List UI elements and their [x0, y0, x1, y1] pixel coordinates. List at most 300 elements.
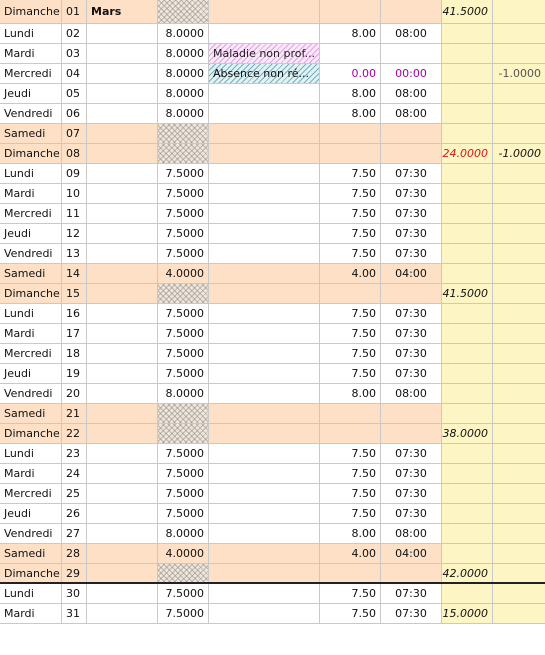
- balance-cell: [493, 464, 545, 483]
- empty-cell[interactable]: [87, 104, 158, 123]
- day-number-cell[interactable]: 28: [62, 544, 87, 563]
- day-name-cell[interactable]: Dimanche: [0, 424, 62, 443]
- absence-cell[interactable]: [209, 164, 320, 183]
- worked-time-cell[interactable]: 07:30: [381, 304, 442, 323]
- day-number-cell[interactable]: 25: [62, 484, 87, 503]
- empty-cell[interactable]: [87, 444, 158, 463]
- worked-time-cell[interactable]: [381, 404, 442, 423]
- worked-time-cell[interactable]: 04:00: [381, 544, 442, 563]
- table-row[interactable]: [0, 524, 545, 544]
- weekly-total-cell: 41.5000: [442, 0, 493, 23]
- table-row[interactable]: [0, 384, 545, 404]
- table-row[interactable]: [0, 364, 545, 384]
- worked-time-cell[interactable]: [381, 284, 442, 303]
- table-row[interactable]: [0, 564, 545, 584]
- planned-hours-cell[interactable]: 7.5000: [158, 184, 209, 203]
- day-number-cell[interactable]: 09: [62, 164, 87, 183]
- worked-time-cell[interactable]: [381, 564, 442, 582]
- empty-cell[interactable]: [87, 224, 158, 243]
- worked-decimal-cell[interactable]: 7.50: [320, 164, 381, 183]
- worked-decimal-cell[interactable]: 7.50: [320, 304, 381, 323]
- table-row[interactable]: [0, 24, 545, 44]
- table-row[interactable]: [0, 604, 545, 624]
- day-name-cell[interactable]: Samedi: [0, 124, 62, 143]
- worked-decimal-cell[interactable]: 7.50: [320, 184, 381, 203]
- weekly-total-cell: [442, 544, 493, 563]
- table-row[interactable]: [0, 284, 545, 304]
- weekly-total-cell: [442, 124, 493, 143]
- absence-cell[interactable]: [209, 224, 320, 243]
- weekly-total-cell: [442, 344, 493, 363]
- worked-time-cell[interactable]: 07:30: [381, 184, 442, 203]
- planned-hours-cell[interactable]: 7.5000: [158, 244, 209, 263]
- absence-cell[interactable]: Absence non ré...: [209, 64, 320, 83]
- balance-cell: [493, 444, 545, 463]
- empty-cell[interactable]: [87, 324, 158, 343]
- table-row[interactable]: [0, 224, 545, 244]
- absence-cell[interactable]: [209, 404, 320, 423]
- planned-hours-cell[interactable]: 7.5000: [158, 344, 209, 363]
- day-name-cell[interactable]: Mercredi: [0, 204, 62, 223]
- worked-decimal-cell[interactable]: [320, 424, 381, 443]
- balance-cell: [493, 484, 545, 503]
- table-row[interactable]: [0, 64, 545, 84]
- planned-hours-cell[interactable]: 7.5000: [158, 304, 209, 323]
- worked-decimal-cell[interactable]: 7.50: [320, 204, 381, 223]
- day-name-cell[interactable]: Dimanche: [0, 284, 62, 303]
- planned-hours-cell[interactable]: 7.5000: [158, 584, 209, 603]
- day-number-cell[interactable]: 27: [62, 524, 87, 543]
- day-name-cell[interactable]: Samedi: [0, 544, 62, 563]
- day-number-cell[interactable]: 21: [62, 404, 87, 423]
- empty-cell[interactable]: [87, 84, 158, 103]
- worked-time-cell[interactable]: 07:30: [381, 344, 442, 363]
- day-name-cell[interactable]: Vendredi: [0, 104, 62, 123]
- day-number-cell[interactable]: 10: [62, 184, 87, 203]
- weekly-total-cell: [442, 24, 493, 43]
- balance-cell: [493, 384, 545, 403]
- weekly-total-cell: [442, 184, 493, 203]
- worked-decimal-cell[interactable]: 8.00: [320, 524, 381, 543]
- worked-decimal-cell[interactable]: 7.50: [320, 364, 381, 383]
- planned-hours-cell[interactable]: [158, 144, 209, 163]
- planned-hours-cell[interactable]: [158, 564, 209, 582]
- worked-decimal-cell[interactable]: [320, 284, 381, 303]
- weekly-total-cell: [442, 524, 493, 543]
- weekly-total-cell: [442, 364, 493, 383]
- empty-cell[interactable]: [87, 544, 158, 563]
- worked-time-cell[interactable]: [381, 0, 442, 23]
- weekly-total-cell: [442, 164, 493, 183]
- balance-cell: [493, 524, 545, 543]
- balance-cell: [493, 304, 545, 323]
- balance-cell: [493, 264, 545, 283]
- month-label: Mars: [87, 0, 158, 23]
- table-row[interactable]: [0, 144, 545, 164]
- empty-cell[interactable]: [87, 364, 158, 383]
- worked-time-cell[interactable]: 07:30: [381, 164, 442, 183]
- day-number-cell[interactable]: 04: [62, 64, 87, 83]
- empty-cell[interactable]: [87, 284, 158, 303]
- empty-cell[interactable]: [87, 404, 158, 423]
- absence-cell[interactable]: [209, 284, 320, 303]
- weekly-total-cell: [442, 104, 493, 123]
- empty-cell[interactable]: [87, 424, 158, 443]
- day-name-cell[interactable]: Lundi: [0, 444, 62, 463]
- balance-cell: [493, 124, 545, 143]
- day-name-cell[interactable]: Samedi: [0, 264, 62, 283]
- day-name-cell[interactable]: Lundi: [0, 24, 62, 43]
- worked-time-cell[interactable]: 08:00: [381, 24, 442, 43]
- weekly-total-cell: [442, 224, 493, 243]
- planned-hours-cell[interactable]: [158, 124, 209, 143]
- planned-hours-cell[interactable]: 8.0000: [158, 384, 209, 403]
- day-name-cell[interactable]: Mardi: [0, 324, 62, 343]
- weekly-total-cell: [442, 584, 493, 603]
- balance-cell: [493, 0, 545, 23]
- empty-cell[interactable]: [87, 184, 158, 203]
- empty-cell[interactable]: [87, 264, 158, 283]
- absence-cell[interactable]: [209, 424, 320, 443]
- weekly-total-cell: [442, 324, 493, 343]
- day-name-cell[interactable]: Mardi: [0, 44, 62, 63]
- table-row[interactable]: [0, 184, 545, 204]
- day-name-cell[interactable]: Mardi: [0, 184, 62, 203]
- table-row[interactable]: [0, 424, 545, 444]
- worked-decimal-cell[interactable]: [320, 124, 381, 143]
- table-row[interactable]: [0, 304, 545, 324]
- weekly-total-cell: [442, 464, 493, 483]
- table-row[interactable]: [0, 244, 545, 264]
- worked-decimal-cell[interactable]: 7.50: [320, 604, 381, 623]
- day-number-cell[interactable]: 16: [62, 304, 87, 323]
- day-name-cell[interactable]: Vendredi: [0, 384, 62, 403]
- worked-time-cell[interactable]: 07:30: [381, 584, 442, 603]
- planned-hours-cell[interactable]: 8.0000: [158, 44, 209, 63]
- absence-cell[interactable]: [209, 184, 320, 203]
- day-number-cell[interactable]: 02: [62, 24, 87, 43]
- day-name-cell[interactable]: Dimanche: [0, 0, 62, 23]
- empty-cell[interactable]: [87, 504, 158, 523]
- absence-cell[interactable]: [209, 324, 320, 343]
- day-number-cell[interactable]: 24: [62, 464, 87, 483]
- balance-cell: [493, 344, 545, 363]
- planned-hours-cell[interactable]: 7.5000: [158, 164, 209, 183]
- day-number-cell[interactable]: 17: [62, 324, 87, 343]
- planned-hours-cell[interactable]: 8.0000: [158, 24, 209, 43]
- worked-decimal-cell[interactable]: 8.00: [320, 24, 381, 43]
- balance-cell: [493, 404, 545, 423]
- worked-time-cell[interactable]: 07:30: [381, 604, 442, 623]
- table-row[interactable]: [0, 44, 545, 64]
- planned-hours-cell[interactable]: 7.5000: [158, 484, 209, 503]
- day-name-cell[interactable]: Dimanche: [0, 564, 62, 582]
- worked-decimal-cell[interactable]: 7.50: [320, 584, 381, 603]
- day-number-cell[interactable]: 15: [62, 284, 87, 303]
- day-number-cell[interactable]: 19: [62, 364, 87, 383]
- day-number-cell[interactable]: 22: [62, 424, 87, 443]
- worked-time-cell[interactable]: [381, 144, 442, 163]
- absence-cell[interactable]: [209, 0, 320, 23]
- absence-cell[interactable]: [209, 384, 320, 403]
- weekly-total-cell: 41.5000: [442, 284, 493, 303]
- table-row[interactable]: [0, 484, 545, 504]
- day-number-cell[interactable]: 13: [62, 244, 87, 263]
- absence-cell[interactable]: [209, 484, 320, 503]
- day-number-cell[interactable]: 14: [62, 264, 87, 283]
- empty-cell[interactable]: [87, 584, 158, 603]
- absence-cell[interactable]: [209, 504, 320, 523]
- worked-time-cell[interactable]: [381, 424, 442, 443]
- worked-time-cell[interactable]: 07:30: [381, 224, 442, 243]
- worked-decimal-cell[interactable]: 8.00: [320, 384, 381, 403]
- worked-time-cell[interactable]: 08:00: [381, 84, 442, 103]
- absence-cell[interactable]: [209, 444, 320, 463]
- balance-cell: -1.0000: [493, 144, 545, 163]
- absence-cell[interactable]: Maladie non prof...: [209, 44, 320, 63]
- absence-cell[interactable]: [209, 364, 320, 383]
- day-number-cell[interactable]: 26: [62, 504, 87, 523]
- worked-decimal-cell[interactable]: [320, 0, 381, 23]
- day-name-cell[interactable]: Lundi: [0, 584, 62, 603]
- planned-hours-cell[interactable]: 4.0000: [158, 264, 209, 283]
- balance-cell: [493, 164, 545, 183]
- day-name-cell[interactable]: Mardi: [0, 464, 62, 483]
- table-row[interactable]: [0, 584, 545, 604]
- balance-cell: [493, 564, 545, 582]
- worked-time-cell[interactable]: 07:30: [381, 444, 442, 463]
- planned-hours-cell[interactable]: 7.5000: [158, 324, 209, 343]
- worked-decimal-cell[interactable]: 8.00: [320, 104, 381, 123]
- empty-cell[interactable]: [87, 204, 158, 223]
- weekly-total-cell: [442, 244, 493, 263]
- weekly-total-cell: [442, 44, 493, 63]
- worked-decimal-cell[interactable]: 4.00: [320, 264, 381, 283]
- worked-time-cell[interactable]: 04:00: [381, 264, 442, 283]
- day-number-cell[interactable]: 20: [62, 384, 87, 403]
- balance-cell: [493, 184, 545, 203]
- balance-cell: [493, 544, 545, 563]
- day-name-cell[interactable]: Vendredi: [0, 244, 62, 263]
- worked-decimal-cell[interactable]: [320, 44, 381, 63]
- empty-cell[interactable]: [87, 484, 158, 503]
- empty-cell[interactable]: [87, 64, 158, 83]
- table-row[interactable]: [0, 464, 545, 484]
- empty-cell[interactable]: [87, 384, 158, 403]
- day-name-cell[interactable]: Mercredi: [0, 484, 62, 503]
- empty-cell[interactable]: [87, 304, 158, 323]
- worked-decimal-cell[interactable]: 7.50: [320, 224, 381, 243]
- empty-cell[interactable]: [87, 564, 158, 582]
- empty-cell[interactable]: [87, 44, 158, 63]
- absence-cell[interactable]: [209, 564, 320, 582]
- worked-decimal-cell[interactable]: 7.50: [320, 324, 381, 343]
- planned-hours-cell[interactable]: 7.5000: [158, 364, 209, 383]
- day-number-cell[interactable]: 12: [62, 224, 87, 243]
- weekly-total-cell: [442, 264, 493, 283]
- table-row[interactable]: [0, 344, 545, 364]
- worked-time-cell[interactable]: 07:30: [381, 464, 442, 483]
- weekly-total-cell: [442, 204, 493, 223]
- absence-cell[interactable]: [209, 124, 320, 143]
- day-name-cell[interactable]: Jeudi: [0, 224, 62, 243]
- worked-time-cell[interactable]: [381, 44, 442, 63]
- planned-hours-cell[interactable]: 8.0000: [158, 64, 209, 83]
- worked-time-cell[interactable]: 07:30: [381, 504, 442, 523]
- table-row[interactable]: [0, 204, 545, 224]
- empty-cell[interactable]: [87, 124, 158, 143]
- absence-cell[interactable]: [209, 464, 320, 483]
- absence-cell[interactable]: [209, 604, 320, 623]
- table-row[interactable]: [0, 164, 545, 184]
- empty-cell[interactable]: [87, 524, 158, 543]
- day-number-cell[interactable]: 29: [62, 564, 87, 582]
- weekly-total-cell: [442, 444, 493, 463]
- day-name-cell[interactable]: Jeudi: [0, 84, 62, 103]
- worked-time-cell[interactable]: 07:30: [381, 484, 442, 503]
- table-row[interactable]: [0, 404, 545, 424]
- absence-cell[interactable]: [209, 144, 320, 163]
- planned-hours-cell[interactable]: [158, 0, 209, 23]
- table-row[interactable]: [0, 504, 545, 524]
- day-name-cell[interactable]: Jeudi: [0, 364, 62, 383]
- day-number-cell[interactable]: 03: [62, 44, 87, 63]
- day-name-cell[interactable]: Samedi: [0, 404, 62, 423]
- absence-cell[interactable]: [209, 304, 320, 323]
- worked-time-cell[interactable]: 07:30: [381, 244, 442, 263]
- day-number-cell[interactable]: 06: [62, 104, 87, 123]
- worked-decimal-cell[interactable]: 7.50: [320, 484, 381, 503]
- worked-time-cell[interactable]: 08:00: [381, 524, 442, 543]
- table-row[interactable]: [0, 124, 545, 144]
- worked-decimal-cell[interactable]: 7.50: [320, 464, 381, 483]
- planned-hours-cell[interactable]: [158, 284, 209, 303]
- absence-cell[interactable]: [209, 264, 320, 283]
- weekly-total-cell: 38.0000: [442, 424, 493, 443]
- planned-hours-cell[interactable]: 7.5000: [158, 224, 209, 243]
- planned-hours-cell[interactable]: 7.5000: [158, 444, 209, 463]
- worked-time-cell[interactable]: 07:30: [381, 204, 442, 223]
- worked-decimal-cell[interactable]: 7.50: [320, 444, 381, 463]
- weekly-total-cell: 42.0000: [442, 564, 493, 582]
- worked-time-cell[interactable]: [381, 124, 442, 143]
- day-name-cell[interactable]: Mercredi: [0, 64, 62, 83]
- worked-decimal-cell[interactable]: 4.00: [320, 544, 381, 563]
- day-number-cell[interactable]: 31: [62, 604, 87, 623]
- planned-hours-cell[interactable]: 7.5000: [158, 604, 209, 623]
- planned-hours-cell[interactable]: 7.5000: [158, 464, 209, 483]
- worked-time-cell[interactable]: 07:30: [381, 364, 442, 383]
- absence-cell[interactable]: [209, 584, 320, 603]
- day-name-cell[interactable]: Lundi: [0, 164, 62, 183]
- balance-cell: [493, 44, 545, 63]
- day-name-cell[interactable]: Lundi: [0, 304, 62, 323]
- balance-cell: [493, 224, 545, 243]
- weekly-total-cell: 24.0000: [442, 144, 493, 163]
- worked-time-cell[interactable]: 00:00: [381, 64, 442, 83]
- absence-cell[interactable]: [209, 104, 320, 123]
- worked-decimal-cell[interactable]: [320, 144, 381, 163]
- worked-decimal-cell[interactable]: [320, 564, 381, 582]
- worked-decimal-cell[interactable]: 7.50: [320, 504, 381, 523]
- day-number-cell[interactable]: 08: [62, 144, 87, 163]
- planned-hours-cell[interactable]: 7.5000: [158, 504, 209, 523]
- empty-cell[interactable]: [87, 24, 158, 43]
- balance-cell: [493, 364, 545, 383]
- balance-cell: [493, 324, 545, 343]
- table-row[interactable]: [0, 544, 545, 564]
- absence-cell[interactable]: [209, 244, 320, 263]
- day-number-cell[interactable]: 05: [62, 84, 87, 103]
- table-row[interactable]: [0, 264, 545, 284]
- empty-cell[interactable]: [87, 464, 158, 483]
- empty-cell[interactable]: [87, 164, 158, 183]
- empty-cell[interactable]: [87, 344, 158, 363]
- worked-decimal-cell[interactable]: 8.00: [320, 84, 381, 103]
- day-name-cell[interactable]: Mercredi: [0, 344, 62, 363]
- weekly-total-cell: [442, 404, 493, 423]
- balance-cell: -1.0000: [493, 64, 545, 83]
- weekly-total-cell: [442, 304, 493, 323]
- table-row[interactable]: [0, 324, 545, 344]
- worked-time-cell[interactable]: 08:00: [381, 384, 442, 403]
- planned-hours-cell[interactable]: [158, 424, 209, 443]
- day-number-cell[interactable]: 11: [62, 204, 87, 223]
- balance-cell: [493, 84, 545, 103]
- empty-cell[interactable]: [87, 144, 158, 163]
- table-row[interactable]: [0, 84, 545, 104]
- planned-hours-cell[interactable]: [158, 404, 209, 423]
- worked-decimal-cell[interactable]: [320, 404, 381, 423]
- absence-cell[interactable]: [209, 204, 320, 223]
- absence-cell[interactable]: [209, 524, 320, 543]
- worked-decimal-cell[interactable]: 7.50: [320, 244, 381, 263]
- weekly-total-cell: [442, 484, 493, 503]
- day-number-cell[interactable]: 23: [62, 444, 87, 463]
- balance-cell: [493, 244, 545, 263]
- day-number-cell[interactable]: 01: [62, 0, 87, 23]
- day-name-cell[interactable]: Dimanche: [0, 144, 62, 163]
- worked-decimal-cell[interactable]: 7.50: [320, 344, 381, 363]
- day-number-cell[interactable]: 18: [62, 344, 87, 363]
- day-name-cell[interactable]: Jeudi: [0, 504, 62, 523]
- day-name-cell[interactable]: Vendredi: [0, 524, 62, 543]
- weekly-total-cell: [442, 64, 493, 83]
- day-number-cell[interactable]: 30: [62, 584, 87, 603]
- table-row[interactable]: [0, 0, 545, 24]
- day-number-cell[interactable]: 07: [62, 124, 87, 143]
- absence-cell[interactable]: [209, 84, 320, 103]
- empty-cell[interactable]: [87, 244, 158, 263]
- planned-hours-cell[interactable]: 8.0000: [158, 84, 209, 103]
- absence-cell[interactable]: [209, 344, 320, 363]
- empty-cell[interactable]: [87, 604, 158, 623]
- balance-cell: [493, 24, 545, 43]
- planned-hours-cell[interactable]: 8.0000: [158, 524, 209, 543]
- day-name-cell[interactable]: Mardi: [0, 604, 62, 623]
- planned-hours-cell[interactable]: 7.5000: [158, 204, 209, 223]
- weekly-total-cell: 15.0000: [442, 604, 493, 623]
- table-row[interactable]: [0, 444, 545, 464]
- absence-cell[interactable]: [209, 24, 320, 43]
- planned-hours-cell[interactable]: 4.0000: [158, 544, 209, 563]
- table-row[interactable]: [0, 104, 545, 124]
- worked-time-cell[interactable]: 08:00: [381, 104, 442, 123]
- worked-decimal-cell[interactable]: 0.00: [320, 64, 381, 83]
- planned-hours-cell[interactable]: 8.0000: [158, 104, 209, 123]
- absence-cell[interactable]: [209, 544, 320, 563]
- worked-time-cell[interactable]: 07:30: [381, 324, 442, 343]
